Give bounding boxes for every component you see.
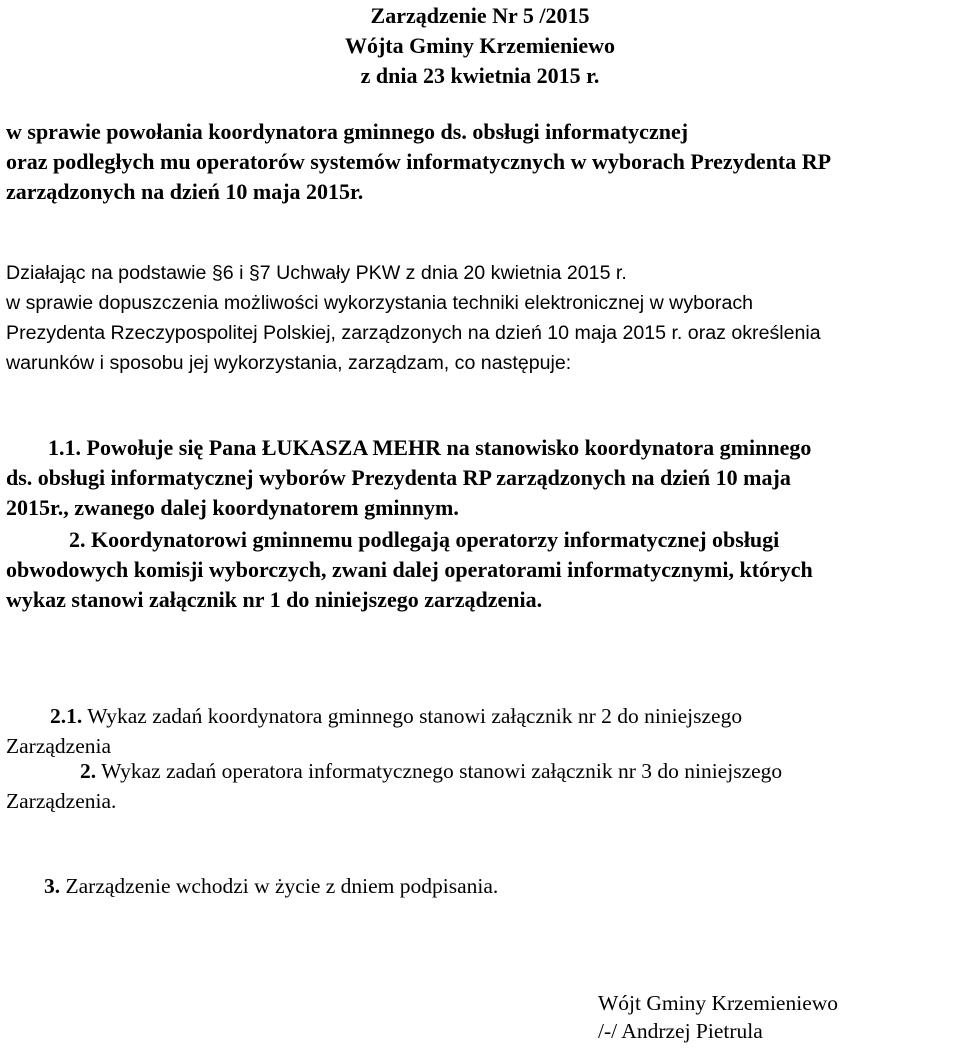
section-2-1-line-2: Zarządzenia bbox=[6, 734, 112, 758]
document-date: z dnia 23 kwietnia 2015 r. bbox=[360, 63, 600, 88]
section-3-number: 3. bbox=[44, 874, 61, 898]
document-issuer: Wójta Gminy Krzemieniewo bbox=[344, 33, 616, 58]
subject-line-3: zarządzonych na dzień 10 maja 2015r. bbox=[6, 179, 364, 204]
preamble-line-3: Prezydenta Rzeczypospolitej Polskiej, zarządzonych na dzień 10 maja 2015 r. oraz określenia bbox=[6, 322, 821, 344]
section-2-2-number: 2. bbox=[80, 759, 97, 783]
section-2-2-line-2: Zarządzenia. bbox=[6, 789, 117, 813]
preamble-line-2: w sprawie dopuszczenia możliwości wykorzystania techniki elektronicznej w wyborach bbox=[6, 292, 754, 314]
section-2-2-text: Wykaz zadań operatora informatycznego stanowi załącznik nr 3 do niniejszego bbox=[96, 759, 783, 783]
section-1-line-1: 1.1. Powołuje się Pana ŁUKASZA MEHR na stanowisko koordynatora gminnego bbox=[48, 435, 812, 460]
preamble-line-4: warunków i sposobu jej wykorzystania, zarządzam, co następuje: bbox=[6, 352, 572, 374]
section-1-line-3: 2015r., zwanego dalej koordynatorem gminnym. bbox=[6, 495, 459, 520]
section-3-line bbox=[44, 871, 498, 901]
section-2-1-text: Wykaz zadań koordynatora gminnego stanowi załącznik nr 2 do niniejszego bbox=[82, 704, 743, 728]
preamble-line-1: Działając na podstawie §6 i §7 Uchwały PKW z dnia 20 kwietnia 2015 r. bbox=[6, 262, 627, 284]
section-2-1-number: 2.1. bbox=[50, 704, 83, 728]
section-2-line-1: 2. Koordynatorowi gminnemu podlegają operatorzy informatycznej obsługi bbox=[69, 527, 780, 552]
subject-line-1: w sprawie powołania koordynatora gminnego ds. obsługi informatycznej bbox=[6, 119, 689, 144]
signature-title: Wójt Gminy Krzemieniewo bbox=[598, 991, 839, 1015]
section-1-line-2: ds. obsługi informatycznej wyborów Prezydenta RP zarządzonych na dzień 10 maja bbox=[6, 465, 791, 490]
document-title: Zarządzenie Nr 5 /2015 bbox=[370, 3, 590, 28]
section-3-text: Zarządzenie wchodzi w życie z dniem podpisania. bbox=[60, 874, 499, 898]
subject-line-2: oraz podległych mu operatorów systemów informatycznych w wyborach Prezydenta RP bbox=[6, 149, 832, 174]
signature-name: /-/ Andrzej Pietrula bbox=[598, 1019, 763, 1043]
section-2-line-3: wykaz stanowi załącznik nr 1 do niniejszego zarządzenia. bbox=[6, 587, 543, 612]
section-2-line-2: obwodowych komisji wyborczych, zwani dalej operatorami informatycznymi, których bbox=[6, 557, 813, 582]
section-2-2-line-1 bbox=[80, 756, 782, 786]
section-2-1-line-1 bbox=[50, 701, 742, 731]
